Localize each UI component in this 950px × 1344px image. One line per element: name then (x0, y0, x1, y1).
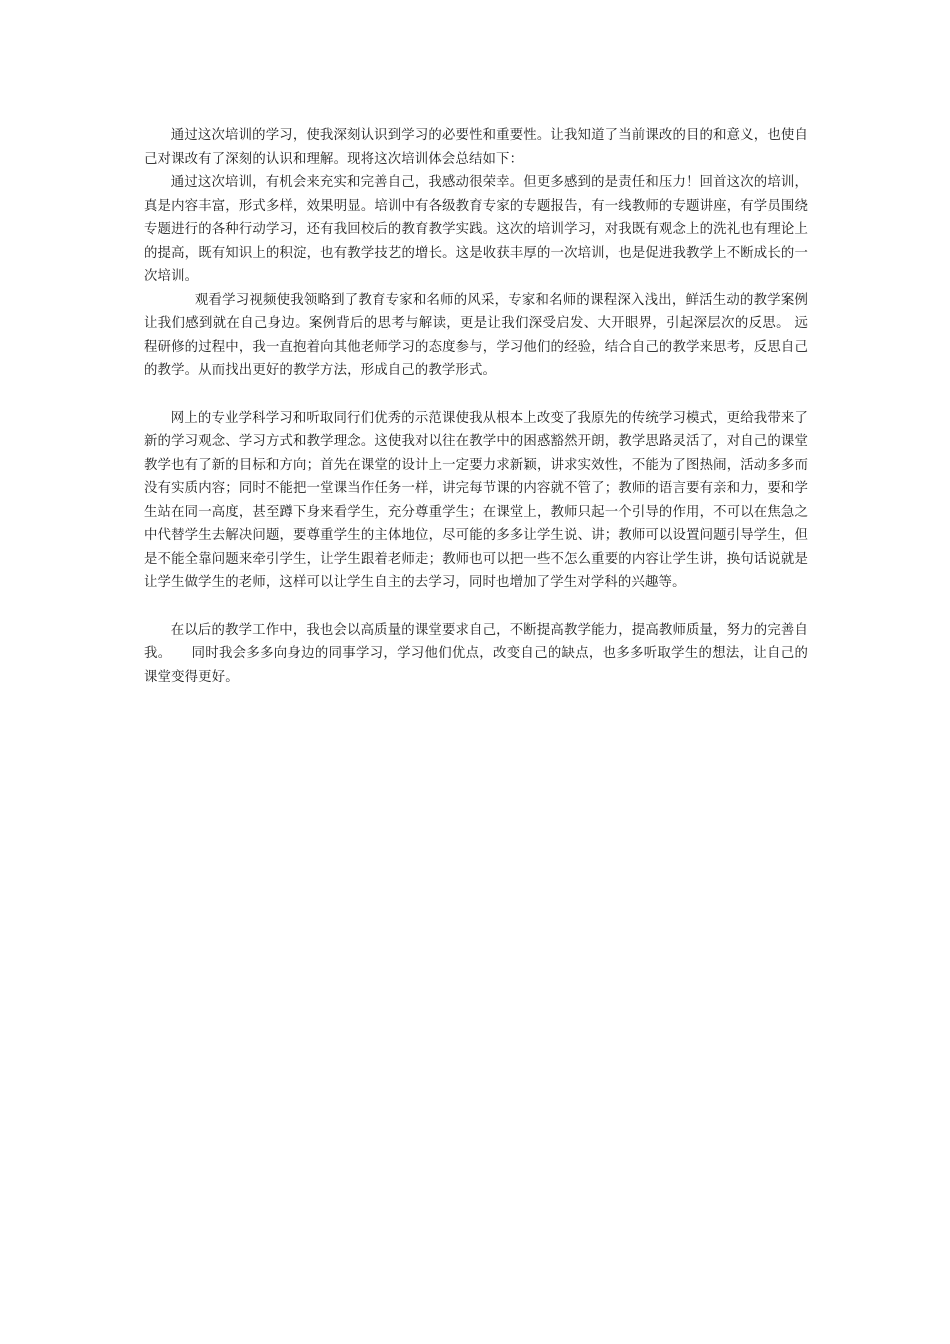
paragraph-spacer (144, 383, 808, 407)
paragraph-intro: 通过这次培训的学习，使我深刻认识到学习的必要性和重要性。让我知道了当前课改的目的和意义，也使自己对课改有了深刻的认识和理解。现将这次培训体会总结如下： (144, 128, 808, 167)
paragraph-training-reflection: 通过这次培训，有机会来充实和完善自己，我感动很荣幸。但更多感到的是责任和压力！回首这次的培训，真是内容丰富，形式多样，效果明显。培训中有各级教育专家的专题报告，有一线教师的专题讲座，有学员围绕专题进行的各种行动学习，还有我回校后的教育教学实践。这次的培训学习，对我既有观念上的洗礼也有理论上的提高，既有知识上的积淀，也有教学技艺的增长。这是收获丰厚的一次培训，也是促进我教学上不断成长的一次培训。 (144, 175, 808, 284)
document-body (144, 124, 808, 689)
paragraph-online-study: 网上的专业学科学习和听取同行们优秀的示范课使我从根本上改变了我原先的传统学习模式，更给我带来了新的学习观念、学习方式和教学理念。这使我对以往在教学中的困惑豁然开朗，教学思路灵活了，对自己的课堂教学也有了新的目标和方向；首先在课堂的设计上一定要力求新颖，讲求实效性，不能为了图热闹，活动多多而没有实质内容；同时不能把一堂课当作任务一样，讲完每节课的内容就不管了；教师的语言要有亲和力，要和学生站在同一高度，甚至蹲下身来看学生，充分尊重学生；在课堂上，教师只起一个引导的作用，不可以在焦急之中代替学生去解决问题，要尊重学生的主体地位，尽可能的多多让学生说、讲；教师可以设置问题引导学生，但是不能全靠问题来牵引学生，让学生跟着老师走；教师也可以把一些不怎么重要的内容让学生讲，换句话说就是让学生做学生的老师，这样可以让学生自主的去学习，同时也增加了学生对学科的兴趣等。 (144, 410, 808, 590)
paragraph-spacer (144, 595, 808, 619)
paragraph-video-learning: 观看学习视频使我领略到了教育专家和名师的风采，专家和名师的课程深入浅出，鲜活生动的教学案例让我们感到就在自己身边。案例背后的思考与解读，更是让我们深受启发、大开眼界，引起深层次的反思。 远程研修的过程中，我一直抱着向其他老师学习的态度参与，学习他们的经验，结合自己的教学来思考，反思自己的教学。从而找出更好的教学方法，形成自己的教学形式。 (144, 292, 808, 378)
learn-from-colleagues-sentence: 同时我会多多向身边的同事学习，学习他们优点，改变自己的缺点，也多多听取学生的想法，让自己的课堂变得更好。 (144, 646, 808, 685)
future-work-sentence: 在以后的教学工作中，我也会以高质量的课堂要求自己，不断提高教学能力，提高教师质量，努力的完善自我。 (144, 622, 808, 661)
paragraph-future-work (144, 619, 808, 690)
